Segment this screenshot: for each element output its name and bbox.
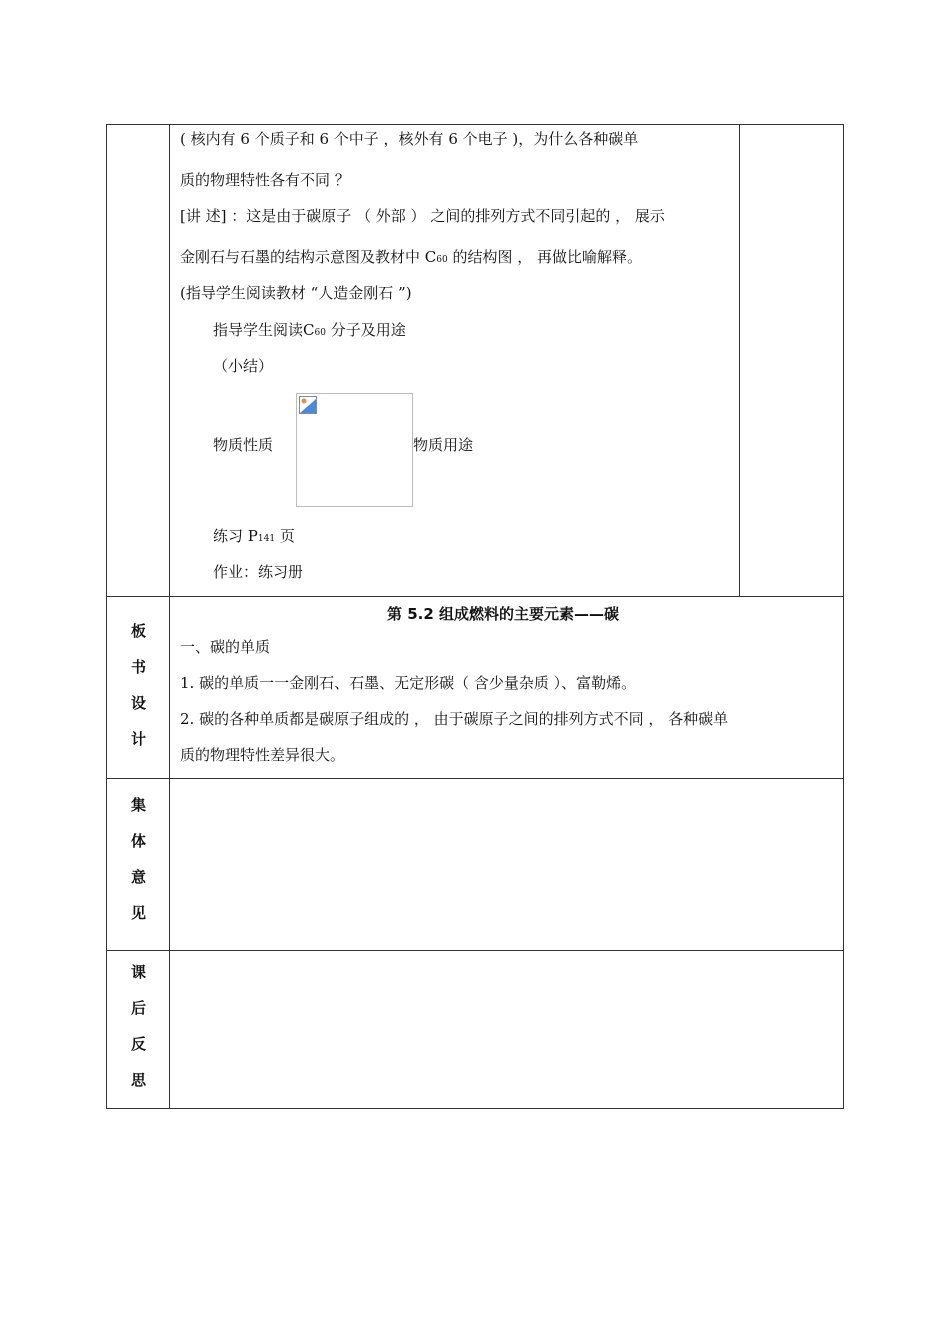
board-item: 1. 碳的单质一一金刚石、石墨、无定形碳（ 含少量杂质 ）、富勒烯。 <box>180 674 637 692</box>
text-line: 练习 P141 页 <box>213 527 295 545</box>
board-title: 第 5.2 组成燃料的主要元素——碳 <box>386 605 620 623</box>
process-content-cell <box>170 125 740 597</box>
reflection-row <box>107 951 844 1109</box>
board-item: 2. 碳的各种单质都是碳原子组成的 ， 由于碳原子之间的排列方式不同 ， 各种碳单 <box>180 710 729 728</box>
text-line: 质的物理特性各有不同 ？ <box>180 171 350 189</box>
reflection-content-cell <box>170 951 844 1109</box>
homework-line: 作业：练习册 <box>213 563 304 581</box>
board-content-cell <box>170 597 844 779</box>
board-item: 质的物理特性差异很大。 <box>180 746 346 764</box>
board-row <box>107 597 844 779</box>
usage-label: 物质用途 <box>413 436 474 454</box>
broken-image-placeholder <box>296 393 413 507</box>
reflection-label-char: 反 <box>130 1035 146 1053</box>
summary-label: （小结） <box>213 357 274 375</box>
process-label-cell <box>107 125 170 597</box>
collective-label-cell <box>107 779 170 951</box>
board-label-char: 板 <box>130 622 146 640</box>
property-label: 物质性质 <box>213 436 274 454</box>
board-label-char: 书 <box>130 658 146 676</box>
image-icon <box>299 396 317 414</box>
text-line: (指导学生阅读教材 “人造金刚石 ”) <box>180 284 412 302</box>
reflection-label-char: 思 <box>130 1071 146 1089</box>
collective-label-char: 见 <box>130 904 146 922</box>
board-label-char: 计 <box>130 730 146 748</box>
collective-row <box>107 779 844 951</box>
collective-content-cell <box>170 779 844 951</box>
text-line: [讲 述] ：这是由于碳原子 （ 外部 ） 之间的排列方式不同引起的 ， 展示 <box>180 207 665 225</box>
collective-label-char: 集 <box>130 796 146 814</box>
collective-label-char: 体 <box>130 832 146 850</box>
text-line: 金刚石与石墨的结构示意图及教材中 C60 的结构图 ， 再做比喻解释。 <box>180 248 643 266</box>
board-item: 一、碳的单质 <box>180 638 271 656</box>
board-label-cell <box>107 597 170 779</box>
collective-label-char: 意 <box>130 868 146 886</box>
reflection-label-char: 后 <box>130 999 146 1017</box>
board-label-char: 设 <box>130 694 146 712</box>
process-notes-cell <box>740 125 844 597</box>
process-row <box>107 125 844 597</box>
text-line: 指导学生阅读C60 分子及用途 <box>213 321 406 339</box>
text-line: ( 核内有 6 个质子和 6 个中子 ，核外有 6 个电子 )，为什么各种碳单 <box>180 130 639 148</box>
reflection-label-char: 课 <box>130 963 146 981</box>
lesson-table <box>106 124 844 1109</box>
reflection-label-cell <box>107 951 170 1109</box>
